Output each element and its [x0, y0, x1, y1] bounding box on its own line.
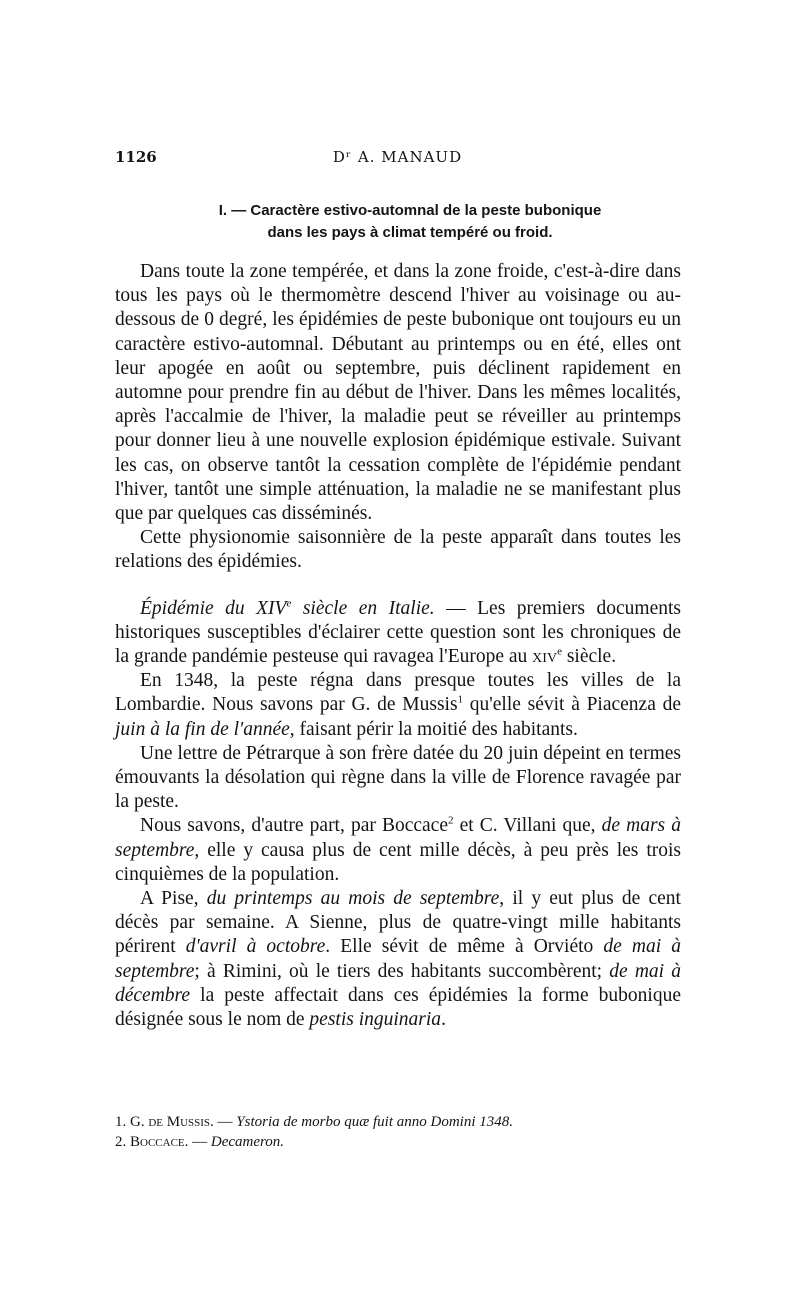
section-title-line-2: dans les pays à climat tempéré ou froid. [267, 224, 553, 241]
paragraph-3: Épidémie du XIVe siècle en Italie. — Les premiers documents historiques susceptibles d'éclairer cette question sont les chroniques de la grande pandémie pesteuse qui ravagea l'Europe au xiv$^e$ siècle. [115, 597, 681, 668]
section-title [150, 200, 670, 244]
paragraph-6: Nous savons, d'autre part, par Boccace$^2$ et C. Villani que, de mars à septembre, elle y causa plus de cent mille décès, à peu près les trois cinquièmes de la population. [115, 814, 681, 885]
footnote-ref-1: 1 [457, 693, 464, 706]
paragraph-5: Une lettre de Pétrarque à son frère datée du 20 juin dépeint en termes émouvants la désolation qui règne dans la ville de Florence ravagée par la peste. [115, 742, 681, 813]
body-text [115, 260, 681, 1032]
paragraph-7: A Pise, du printemps au mois de septembre, il y eut plus de cent décès par semaine. A Sienne, plus de quatre-vingt mille habitants périrent d'avril à octobre. Elle sévit de même à Orviéto de mai à septembre; à Rimini, où le tiers des habitants succombèrent; de mai à décembre la peste affectait dans ces épidémies la forme bubonique désignée sous le nom de pestis inguinaria. [115, 888, 681, 1031]
subheading: Épidémie du XIVe siècle en Italie. [140, 597, 435, 619]
page-header [115, 148, 680, 170]
footnotes [115, 1112, 681, 1152]
footnote-1: 1. G. de Mussis. — Ystoria de morbo quæ fuit anno Domini 1348. [115, 1114, 513, 1130]
paragraph-4: En 1348, la peste régna dans presque toutes les villes de la Lombardie. Nous savons par G. de Mussis$^1$ qu'elle sévit à Piacenza de juin à la fin de l'année, faisant périr la moitié des habitants. [115, 670, 681, 740]
paragraph-1: Dans toute la zone tempérée, et dans la zone froide, c'est-à-dire dans tous les pays où le thermomètre descend l'hiver au voisinage ou au-dessous de 0 degré, les épidémies de peste bubonique ont toujours eu un caractère estivo-automnal. Débutant au printemps ou en été, elles ont leur apogée en août ou septembre, puis déclinent rapidement en automne pour prendre fin au début de l'hiver. Dans les mêmes localités, après l'accalmie de l'hiver, la maladie peut se réveiller au printemps pour donner lieu à une nouvelle explosion épidémique estivale. Suivant les cas, on observe tantôt la cessation complète de l'épidémie pendant l'hiver, tantôt une simple atténuation, la maladie ne se manifestant plus que par quelques cas disséminés. [115, 261, 681, 525]
footnote-2: 2. Boccace. — Decameron. [115, 1134, 285, 1150]
section-title-line-1: I. — Caractère estivo-automnal de la peste bubonique [218, 202, 602, 219]
running-title: Dʳ A. MANAUD [332, 148, 463, 166]
footnote-ref-2: 2 [448, 814, 454, 827]
page-number: 1126 [115, 148, 157, 166]
paragraph-2: Cette physionomie saisonnière de la peste apparaît dans toutes les relations des épidémies. [115, 527, 681, 573]
